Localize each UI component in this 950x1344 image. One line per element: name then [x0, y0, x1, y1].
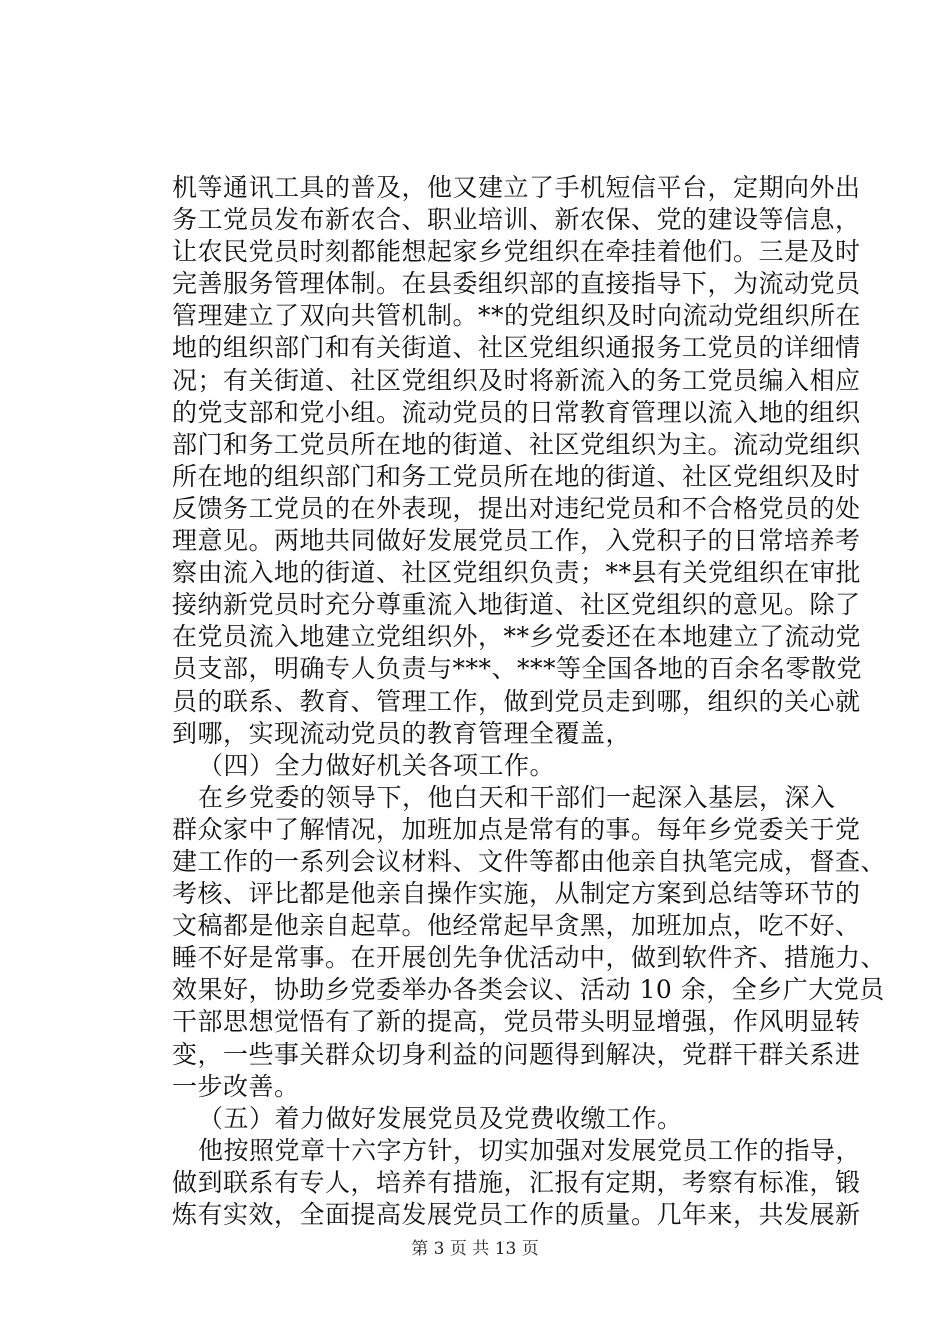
text-line: 效果好，协助乡党委举办各类会议、活动 10 余，全乡广大党员	[172, 975, 885, 1005]
text-line: 他按照党章十六字方针，切实加强对发展党员工作的指导，	[198, 1135, 862, 1165]
text-line: 的党支部和党小组。流动党员的日常教育管理以流入地的组织	[172, 397, 861, 427]
text-line: 管理建立了双向共管机制。**的党组织及时向流动党组织所在	[172, 301, 862, 331]
text-line: 理意见。两地共同做好发展党员工作，入党积子的日常培养考	[172, 526, 861, 556]
text-line: 在乡党委的领导下，他白天和干部们一起深入基层，深入	[198, 782, 836, 812]
text-line: 睡不好是常事。在开展创先争优活动中，做到软件齐、措施力、	[172, 943, 887, 973]
text-line: 让农民党员时刻都能想起家乡党组织在牵挂着他们。三是及时	[172, 237, 861, 267]
text-line: 部门和务工党员所在地的街道、社区党组织为主。流动党组织	[172, 429, 861, 459]
text-line: 反馈务工党员的在外表现，提出对违纪党员和不合格党员的处	[172, 493, 861, 523]
text-line: 做到联系有专人，培养有措施，汇报有定期，考察有标准，锻	[172, 1167, 861, 1197]
body-text	[172, 172, 887, 1231]
text-line: （四）全力做好机关各项工作。	[198, 750, 556, 780]
text-line: 考核、评比都是他亲自操作实施，从制定方案到总结等环节的	[172, 879, 861, 909]
text-line: 察由流入地的街道、社区党组织负责；**县有关党组织在审批	[172, 558, 862, 588]
text-line: 接纳新党员时充分尊重流入地街道、社区党组织的意见。除了	[172, 590, 861, 620]
text-line: 建工作的一系列会议材料、文件等都由他亲自执笔完成，督查、	[172, 846, 887, 876]
text-line: 干部思想觉悟有了新的提高，党员带头明显增强，作风明显转	[172, 1007, 861, 1037]
text-line: 完善服务管理体制。在县委组织部的直接指导下，为流动党员	[172, 269, 861, 299]
text-line: 变，一些事关群众切身利益的问题得到解决，党群干群关系进	[172, 1039, 861, 1069]
text-line: 地的组织部门和有关街道、社区党组织通报务工党员的详细情	[172, 333, 861, 363]
text-line: 文稿都是他亲自起草。他经常起早贪黑，加班加点，吃不好、	[172, 911, 861, 941]
text-line: 员的联系、教育、管理工作，做到党员走到哪，组织的关心就	[172, 686, 861, 716]
text-line: 群众家中了解情况，加班加点是常有的事。每年乡党委关于党	[172, 814, 861, 844]
text-line: （五）着力做好发展党员及党费收缴工作。	[198, 1103, 683, 1133]
text-line: 在党员流入地建立党组织外，**乡党委还在本地建立了流动党	[172, 622, 862, 652]
text-line: 到哪，实现流动党员的教育管理全覆盖，	[172, 718, 632, 748]
text-line: 一步改善。	[172, 1071, 300, 1101]
text-line: 况；有关街道、社区党组织及时将新流入的务工党员编入相应	[172, 365, 861, 395]
page-footer: 第 3 页 共 13 页	[411, 1239, 539, 1259]
text-line: 员支部，明确专人负责与***、***等全国各地的百余名零散党	[172, 654, 863, 684]
text-line: 炼有实效，全面提高发展党员工作的质量。几年来，共发展新	[172, 1200, 861, 1229]
text-line: 务工党员发布新农合、职业培训、新农保、党的建设等信息，	[172, 205, 861, 235]
text-line: 机等通讯工具的普及，他又建立了手机短信平台，定期向外出	[172, 173, 861, 202]
text-line: 所在地的组织部门和务工党员所在地的街道、社区党组织及时	[172, 461, 861, 491]
